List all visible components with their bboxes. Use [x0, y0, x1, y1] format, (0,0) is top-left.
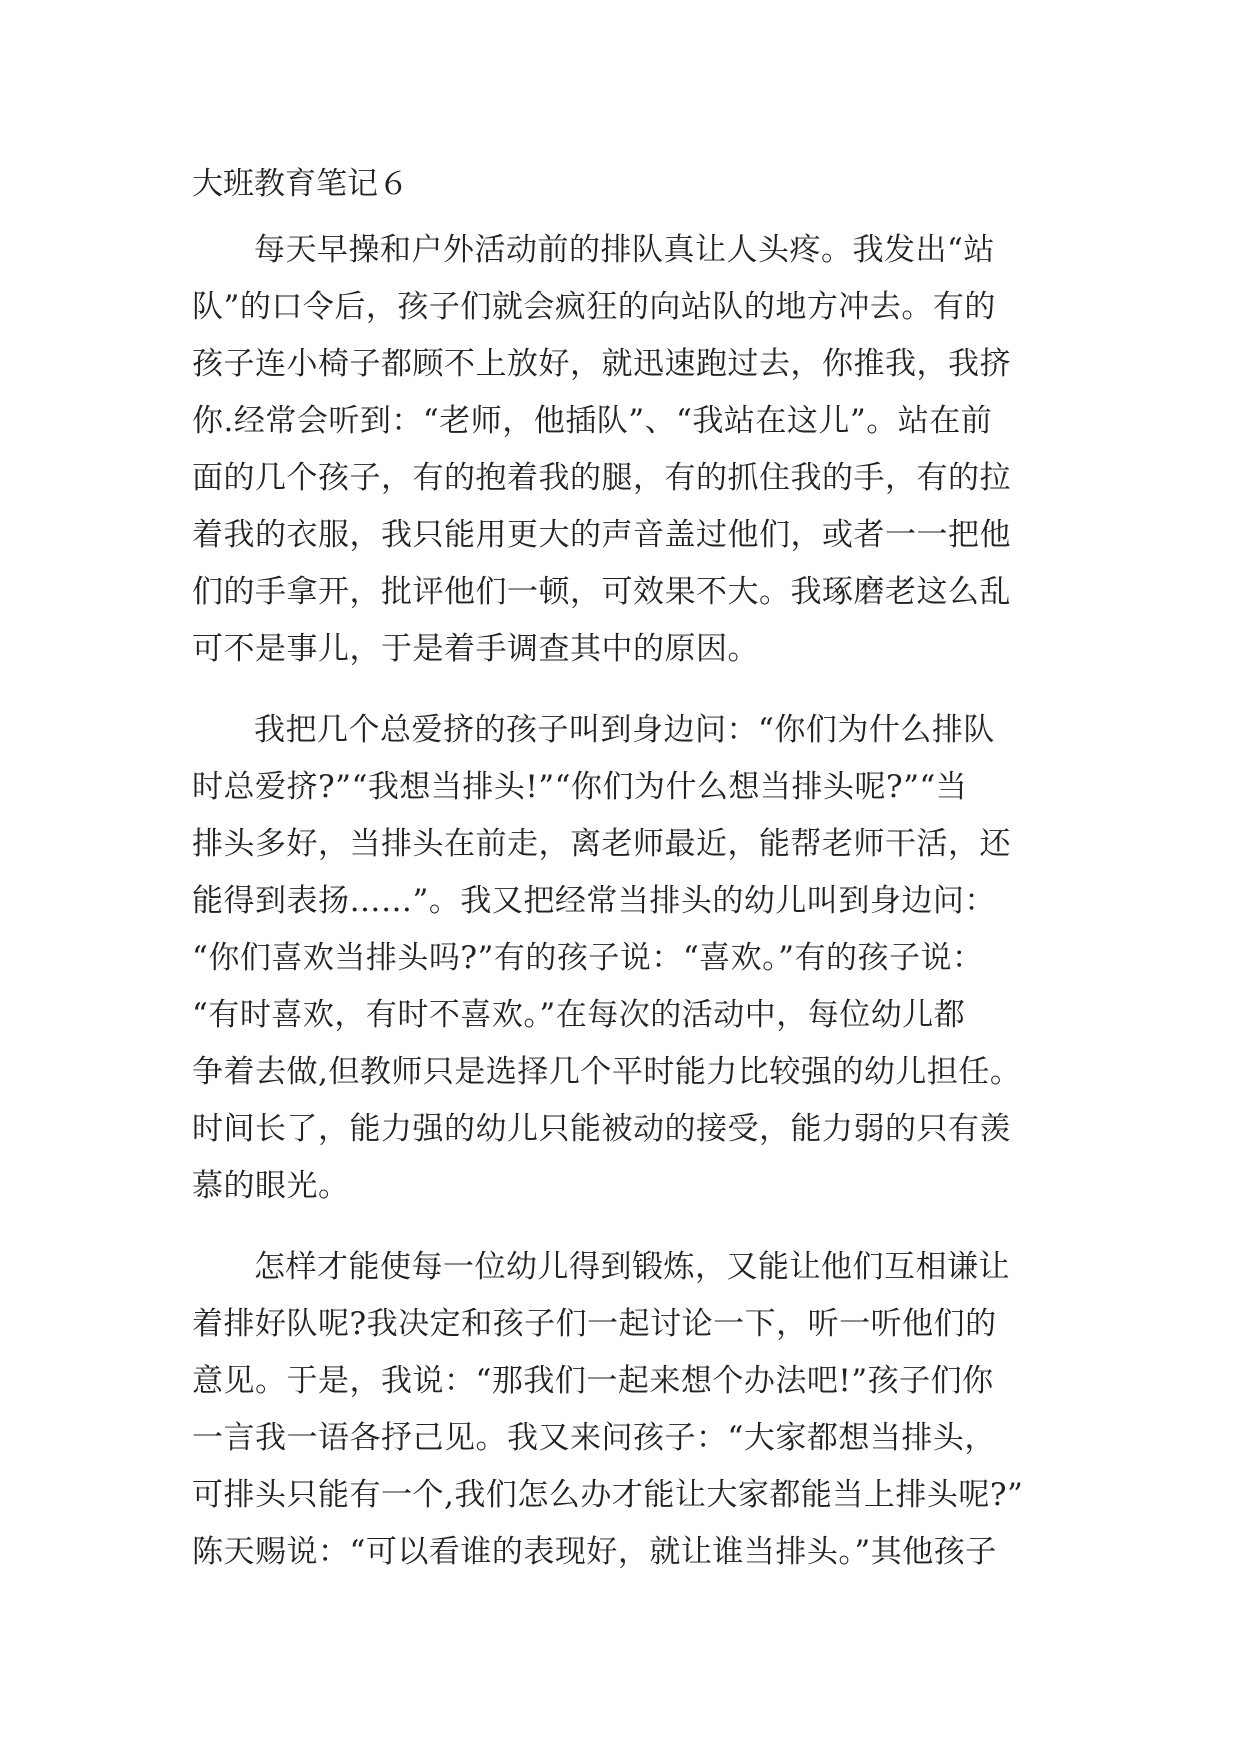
paragraph-gap — [192, 678, 1072, 702]
paragraph-line: 能得到表扬……”。我又把经常当排头的幼儿叫到身边问： — [192, 883, 996, 919]
paragraph-line: 面的几个孩子，有的抱着我的腿，有的抓住我的手，有的拉 — [192, 460, 1011, 496]
paragraph-line: 你.经常会听到：“老师，他插队”、“我站在这儿”。站在前 — [192, 403, 993, 439]
paragraph-line: “有时喜欢，有时不喜欢。”在每次的活动中，每位幼儿都 — [192, 997, 966, 1033]
paragraph-1 — [192, 222, 1072, 678]
paragraph-line: 我把几个总爱挤的孩子叫到身边问：“你们为什么排队 — [254, 712, 995, 748]
paragraph-line: 着排好队呢?我决定和孩子们一起讨论一下，听一听他们的 — [192, 1306, 997, 1342]
paragraph-line: 孩子连小椅子都顾不上放好，就迅速跑过去，你推我，我挤 — [192, 346, 1011, 382]
paragraph-line: 时间长了，能力强的幼儿只能被动的接受，能力弱的只有羡 — [192, 1111, 1011, 1147]
paragraph-line: 着我的衣服，我只能用更大的声音盖过他们，或者一一把他 — [192, 517, 1011, 553]
document-body — [192, 222, 1072, 1581]
paragraph-line: 怎样才能使每一位幼儿得到锻炼，又能让他们互相谦让 — [254, 1249, 1010, 1285]
paragraph-2 — [192, 702, 1072, 1215]
paragraph-line: 意见。于是，我说：“那我们一起来想个办法吧!”孩子们你 — [192, 1363, 994, 1399]
paragraph-3 — [192, 1239, 1072, 1581]
paragraph-line: 每天早操和户外活动前的排队真让人头疼。我发出“站 — [254, 232, 995, 268]
paragraph-gap — [192, 1215, 1072, 1239]
paragraph-line: “你们喜欢当排头吗?”有的孩子说：“喜欢。”有的孩子说： — [192, 940, 984, 976]
paragraph-line: 慕的眼光。 — [192, 1168, 350, 1204]
paragraph-line: 排头多好，当排头在前走，离老师最近，能帮老师干活，还 — [192, 826, 1011, 862]
paragraph-line: 可不是事儿，于是着手调查其中的原因。 — [192, 631, 759, 667]
paragraph-line: 们的手拿开，批评他们一顿，可效果不大。我琢磨老这么乱 — [192, 574, 1011, 610]
document-title: 大班教育笔记６ — [192, 166, 409, 202]
paragraph-line: 时总爱挤?”“我想当排头!”“你们为什么想当排头呢?”“当 — [192, 769, 968, 805]
paragraph-line: 队”的口令后，孩子们就会疯狂的向站队的地方冲去。有的 — [192, 289, 996, 325]
paragraph-line: 可排头只能有一个,我们怎么办才能让大家都能当上排头呢?” — [192, 1477, 1024, 1513]
paragraph-line: 陈天赐说：“可以看谁的表现好，就让谁当排头。”其他孩子 — [192, 1534, 997, 1570]
paragraph-line: 一言我一语各抒己见。我又来问孩子：“大家都想当排头， — [192, 1420, 996, 1456]
paragraph-line: 争着去做,但教师只是选择几个平时能力比较强的幼儿担任。 — [192, 1054, 1022, 1090]
